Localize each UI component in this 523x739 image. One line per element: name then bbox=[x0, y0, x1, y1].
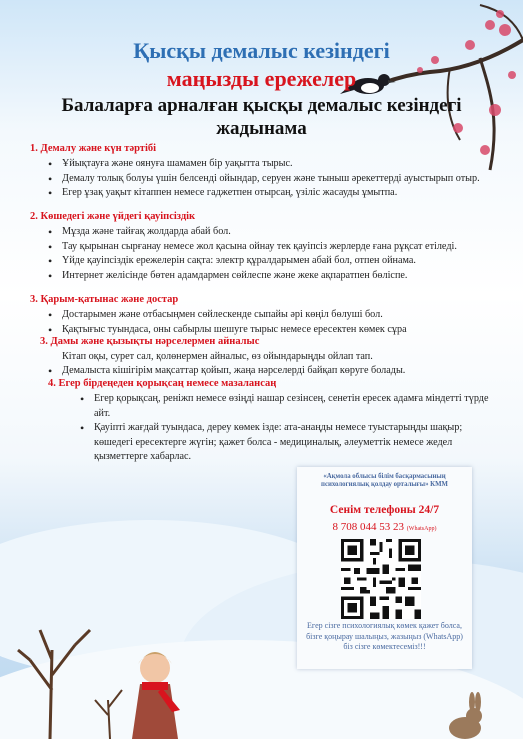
section-3-list bbox=[48, 308, 488, 337]
section-2-heading: 2. Көшедегі және үйдегі қауіпсіздік bbox=[30, 211, 196, 222]
phone-number[interactable] bbox=[297, 521, 472, 533]
organization-name: «Ақмола облысы білім басқармасының психологиялық қолдау орталығы» КММ bbox=[321, 473, 448, 488]
list-item: • Демалу толық болуы үшін белсенді ойындар, серуен және тыныш әрекеттерді ауыстырып отыр. bbox=[48, 172, 488, 187]
subtitle: Балаларға арналған қысқы демалыс кезіндегі жадынама bbox=[61, 95, 462, 139]
list-item: • Интернет желісінде бөтен адамдармен сөйлеспе және жеке ақпаратпен бөліспе. bbox=[48, 269, 488, 284]
list-item: • Үйде қауіпсіздік ережелерін сақта: электр құралдарымен абай бол, отпен ойнама. bbox=[48, 254, 488, 269]
phone-digits: 8 708 044 53 23 bbox=[332, 521, 405, 533]
list-item: • Қақтығыс туындаса, оны сабырлы шешуге тырыс немесе ересектен көмек сұра bbox=[48, 323, 488, 338]
qr-code-icon[interactable] bbox=[341, 539, 421, 619]
list-item: • Егер қорықсаң, реніжп немесе өзіңді нашар сезінсең, сенетін ересек адамға міндетті түрде айт. bbox=[80, 392, 490, 421]
subsection-4-list bbox=[80, 392, 490, 465]
hotline-card bbox=[297, 467, 472, 669]
subsection-3-list bbox=[48, 364, 488, 379]
list-item: • Қауіпті жағдай туындаса, дереу көмек ізде: ата-анаңды немесе туыстарыңды шақыр; көшедегі ересектерге жүгін; қажет болса - медициналық, әлеуметтік немесе жедел қызметтерге хабарлас. bbox=[80, 421, 490, 465]
list-item: • Достарымен және отбасыңмен сөйлескенде сыпайы әрі көңіл бөлуші бол. bbox=[48, 308, 488, 323]
help-note: Егер сізге психологиялық көмек қажет болса, бізге қоңырау шалыңыз, жазыңыз (WhatsApp) біз сізге көмектесеміз!!! bbox=[306, 621, 463, 651]
section-1-heading: 1. Демалу және күн тәртібі bbox=[30, 143, 157, 154]
section-1-list bbox=[48, 157, 488, 201]
subsection-3-heading: 3. Дамы және қызықты нәрселермен айналыс bbox=[40, 336, 260, 347]
whatsapp-note: (WhatsApp) bbox=[406, 526, 437, 532]
title-line-2: маңызды ережелер bbox=[166, 66, 357, 91]
subsection-4-heading: 4. Егер бірдеңеден қорықсаң немесе мазалансаң bbox=[48, 378, 277, 389]
tree-icon bbox=[10, 590, 130, 739]
title-line-1: Қысқы демалыс кезіндегі bbox=[133, 38, 390, 63]
list-item: • Демалыста кішігірім мақсаттар қойып, жаңа нәрселерді байқап көруге болады. bbox=[48, 364, 488, 379]
list-item: • Егер ұзақ уақыт кітаппен немесе гаджетпен отырсаң, үзіліс жасауды ұмытпа. bbox=[48, 186, 488, 201]
list-item: • Тау қырынан сырғанау немесе жол қасына ойнау тек қауіпсіз жерлерде ғана рұқсат етіледі. bbox=[48, 240, 488, 255]
list-item: • Ұйықтауға және оянуға шамамен бір уақытта тырыс. bbox=[48, 157, 488, 172]
list-item: • Мұзда және тайғақ жолдарда абай бол. bbox=[48, 225, 488, 240]
section-3-heading: 3. Қарым-қатынас және достар bbox=[30, 294, 179, 305]
subsection-3-text: Кітап оқы, сурет сал, қолөнермен айналыс, өз ойындарыңды ойлап тап. bbox=[62, 351, 373, 362]
section-2-list bbox=[48, 225, 488, 283]
rabbit-icon bbox=[440, 690, 490, 739]
hotline-label: Сенім телефоны 24/7 bbox=[329, 504, 440, 516]
child-icon bbox=[120, 640, 190, 739]
